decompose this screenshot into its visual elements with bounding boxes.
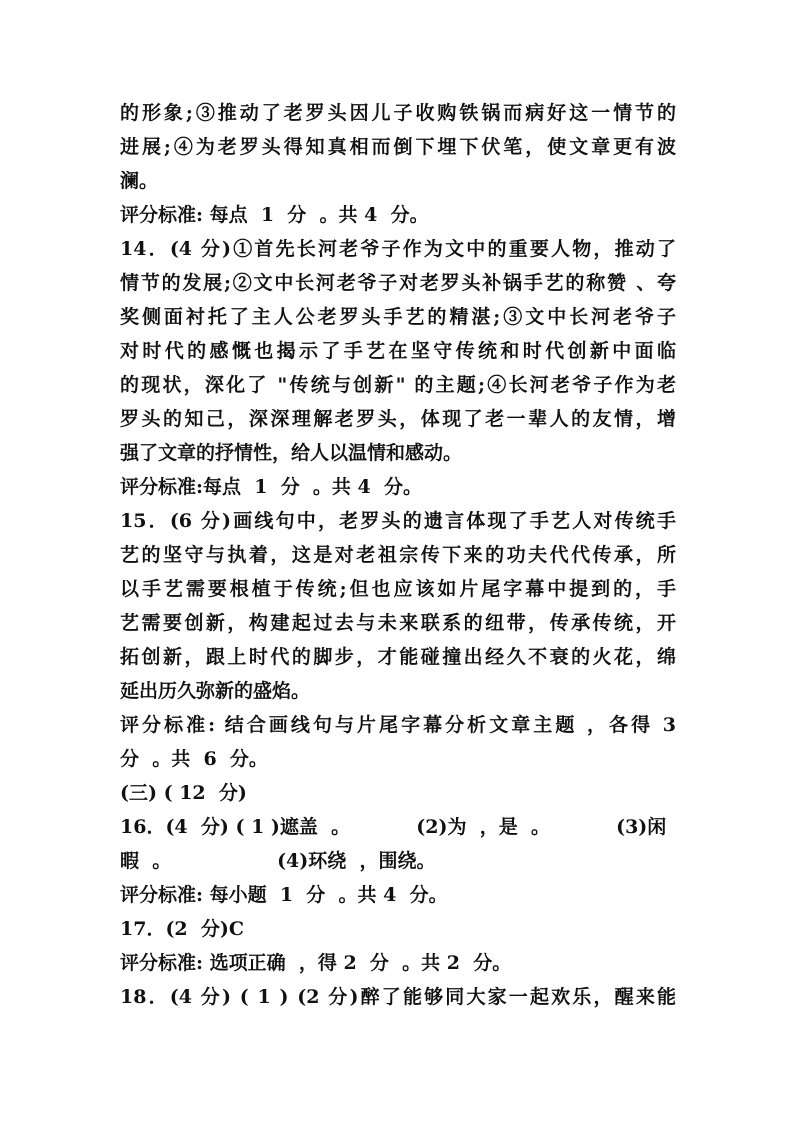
- answer-18-line: 18．(4 分) ( 1 ) (2 分)醉了能够同大家一起欢乐，醒来能: [120, 986, 676, 1008]
- scoring-line: 评分标准: 选项正确 ，得 2 分 。共 2 分。: [120, 952, 512, 974]
- scoring-line: 评分标准: 每点 1 分 。共 4 分。: [120, 204, 429, 226]
- text-line: 的形象;③推动了老罗头因儿子收购铁锅而病好这一情节的: [120, 102, 676, 124]
- text-line: 对时代的感慨也揭示了手艺在坚守传统和时代创新中面临: [120, 340, 676, 362]
- text-line: 情节的发展;②文中长河老爷子对老罗头补锅手艺的称赞 、夸: [120, 272, 676, 294]
- section-heading: (三) ( 12 分): [120, 782, 247, 804]
- scoring-line: 评分标准: 每小题 1 分 。共 4 分。: [120, 884, 448, 906]
- text-line: 艺的坚守与执着，这是对老祖宗传下来的功夫代代传承，所: [120, 544, 676, 566]
- text-line: 罗头的知己，深深理解老罗头，体现了老一辈人的友情，增: [120, 408, 676, 430]
- text-line: 以手艺需要根植于传统;但也应该如片尾字幕中提到的，手: [120, 578, 676, 600]
- scoring-line: 评分标准: 结合画线句与片尾字幕分析文章主题 ，各得 3: [120, 714, 676, 736]
- text-line: 分 。共 6 分。: [120, 748, 268, 770]
- answer-16-line: 16．(4 分) ( 1 )遮盖 。 (2)为 ，是 。 (3)闲: [120, 816, 667, 838]
- answer-14-line: 14．(4 分)①首先长河老爷子作为文中的重要人物，推动了: [120, 238, 676, 260]
- text-line: 延出历久弥新的盛焰。: [120, 680, 311, 702]
- scoring-line: 评分标准:每点 1 分 。共 4 分。: [120, 476, 422, 498]
- answer-17-line: 17．(2 分)C: [120, 918, 244, 940]
- text-line: 奖侧面衬托了主人公老罗头手艺的精湛;③文中长河老爷子: [120, 306, 676, 328]
- answer-15-line: 15．(6 分)画线句中，老罗头的遗言体现了手艺人对传统手: [120, 510, 676, 532]
- text-line: 艺需要创新，构建起过去与未来联系的纽带，传承传统，开: [120, 612, 676, 634]
- text-line: 的现状，深化了 "传统与创新" 的主题;④长河老爷子作为老: [120, 374, 676, 396]
- text-line: 暇 。 (4)环绕 ，围绕。: [120, 850, 436, 872]
- text-line: 进展;④为老罗头得知真相而倒下埋下伏笔，使文章更有波: [120, 136, 676, 158]
- text-line: 强了文章的抒情性，给人以温情和感动。: [120, 442, 463, 464]
- document-page: [120, 96, 676, 1014]
- text-line: 拓创新，跟上时代的脚步，才能碰撞出经久不衰的火花，绵: [120, 646, 676, 668]
- text-line: 澜。: [120, 170, 159, 192]
